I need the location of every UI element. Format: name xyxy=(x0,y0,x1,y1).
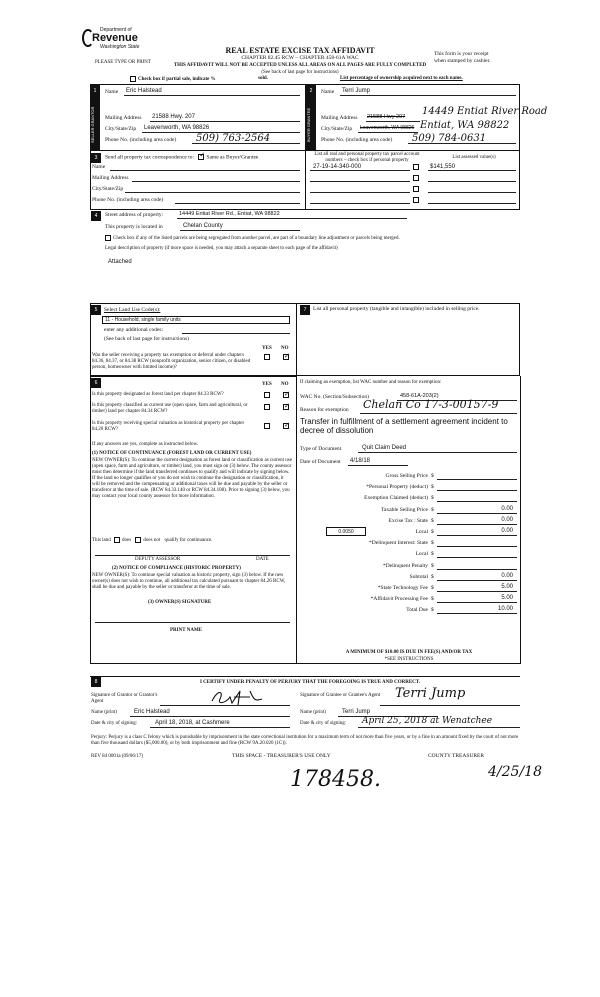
seller-city-label: City/State/Zip xyxy=(105,126,137,132)
tax-row-line xyxy=(437,591,517,592)
corr-city-label: City/State/Zip xyxy=(92,186,124,192)
value-line-4 xyxy=(428,203,516,204)
grantee-date-line xyxy=(358,727,520,728)
owner-sig-line xyxy=(95,622,290,623)
buyer-city-label: City/State/Zip xyxy=(321,126,353,132)
buyer-city-struck: Leavenworth, WA 98826 xyxy=(360,125,415,131)
buyer-mailing-line xyxy=(366,121,420,122)
forest-q3-no[interactable]: ✓ xyxy=(284,421,290,429)
personal-property-label: List all personal property (tangible and intangible) included in selling price. xyxy=(313,306,480,312)
forest-if-yes: If any answers are yes, complete as instructed below. xyxy=(92,442,199,447)
tax-row-dollar: $ xyxy=(431,529,434,535)
partial-sale-row: Check box if partial sale, indicate % xyxy=(130,76,216,83)
corr-mailing-label: Mailing Address xyxy=(92,175,129,181)
grantor-date: April 18, 2018, at Cashmere xyxy=(155,720,230,726)
parcel-number: 27-19-14-340-000 xyxy=(313,164,362,170)
continuance-row: This land does does not qualify for continuance. xyxy=(92,538,213,544)
forest-q1-yes[interactable] xyxy=(264,392,270,398)
parcel-line-3 xyxy=(310,192,410,193)
buyer-phone: 509) 784-0631 xyxy=(412,133,487,144)
personal-property-checkbox-3[interactable] xyxy=(413,186,419,192)
tax-row-dollar: $ xyxy=(431,573,434,580)
tax-row-line xyxy=(437,535,517,536)
exemption-intro: If claiming an exemption, list WAC number and reason for exemption: xyxy=(300,380,442,385)
parcel-line-2 xyxy=(310,181,410,182)
doc-date-line xyxy=(348,465,408,466)
tax-row-label: Local xyxy=(415,551,428,558)
section-5-badge: 5 xyxy=(91,305,101,315)
doc-date: 4/18/18 xyxy=(350,458,371,464)
legal-desc-label: Legal description of property (if more space is needed, you may attach a separate sheet to each page of the affidavit) xyxy=(105,246,338,251)
grantor-date-label: Date & city of signing: xyxy=(91,721,138,726)
land-use-yes: YES xyxy=(262,346,272,351)
reason-label: Reason for exemption xyxy=(300,407,349,413)
exempt-yes-checkbox[interactable] xyxy=(264,354,270,360)
rev-number: REV 84 0001a (09/06/17) xyxy=(91,754,143,759)
grantor-signature xyxy=(210,687,265,709)
forest-q2: Is this property classified as current use (open space, farm and agricultural, or timber) land per chapter 84.34 RCW? xyxy=(92,403,248,414)
tax-row-dollar: $ xyxy=(431,495,434,502)
form-title: REAL ESTATE EXCISE TAX AFFIDAVIT xyxy=(225,46,375,55)
tax-row-label: *Personal Property (deduct) xyxy=(366,484,428,491)
see-instructions: *SEE INSTRUCTIONS xyxy=(384,657,434,662)
tax-row-dollar: $ xyxy=(431,517,434,524)
value-line-2 xyxy=(428,181,516,182)
parties-hdivider xyxy=(90,150,520,151)
tax-row-label: *Delinquent Interest: State xyxy=(369,540,428,547)
see-back: (See back of last page for instructions) xyxy=(261,70,339,75)
tax-row-value: 5.00 xyxy=(501,595,513,602)
doc-type: Quit Claim Deed xyxy=(362,445,407,451)
additional-codes-line xyxy=(182,333,290,334)
forest-hline xyxy=(90,376,296,377)
segregated-checkbox[interactable] xyxy=(105,235,111,241)
value-line-3 xyxy=(428,192,516,193)
logo-line1: Department of xyxy=(100,27,132,33)
tax-row-dollar: $ xyxy=(431,551,434,558)
seller-mailing-label: Mailing Address xyxy=(105,115,142,121)
wac-label: WAC No. (Section/Subsection) xyxy=(300,394,369,400)
county-line xyxy=(180,230,300,231)
parcels-col2: List assessed value(s) xyxy=(452,155,496,160)
notice2-title: (2) NOTICE OF COMPLIANCE (HISTORIC PROPERTY) xyxy=(112,566,241,571)
form-chapter: CHAPTER 82.45 RCW – CHAPTER 458-61A WAC xyxy=(241,55,359,61)
value-line-1 xyxy=(428,170,516,171)
personal-property-checkbox-4[interactable] xyxy=(413,197,419,203)
tax-row-label: Excise Tax : State xyxy=(388,517,428,524)
land-does-checkbox[interactable] xyxy=(114,537,120,543)
section-4-badge: 4 xyxy=(91,211,101,221)
tax-row-label: Exemption Claimed (deduct) xyxy=(364,495,428,502)
minimum-due: A MINIMUM OF $10.00 IS DUE IN FEE(S) AND/OR TAX xyxy=(345,650,473,655)
grantee-sig-line xyxy=(380,705,520,706)
corr-city-line xyxy=(125,192,300,193)
buyer-name-line xyxy=(340,95,516,96)
located-label: This property is located in xyxy=(105,224,163,230)
logo-line3: Washington State xyxy=(100,44,140,50)
tax-row-line xyxy=(437,501,517,502)
forest-q2-no[interactable]: ✓ xyxy=(284,402,290,410)
section-8-badge: 8 xyxy=(91,677,101,687)
buyer-mailing-struck: 21588 Hwy 207 xyxy=(367,114,406,120)
seller-mailing-line xyxy=(150,121,300,122)
tax-row-label: Total Due xyxy=(406,607,428,614)
partial-sale-checkbox[interactable] xyxy=(130,76,136,82)
same-as-checkbox[interactable]: ✓ xyxy=(199,151,206,159)
seller-name-line xyxy=(124,95,300,96)
notice2-body: NEW OWNER(S): To continue special valuation as historic property, sign (3) below. If the new owner(s) does not wish to continue, all additional tax calculated pursuant to chapter 84.26 RCW, shall be due and payable by the seller or transferor at the time of sale. xyxy=(92,573,286,590)
tax-row-label: *Affidavit Processing Fee xyxy=(370,596,428,603)
tax-row-line xyxy=(437,602,517,603)
correspondence-label: Send all property tax correspondence to: ✓ Same as Buyer/Grantee xyxy=(105,151,259,161)
doc-date-label: Date of Document xyxy=(300,459,341,465)
street-line xyxy=(177,218,407,219)
forest-q2-yes[interactable] xyxy=(264,404,270,410)
receipt-note1: This form is your receipt xyxy=(434,51,489,57)
deputy-line xyxy=(95,555,290,556)
tax-row-line xyxy=(437,546,517,547)
receipt-note2: when stamped by cashier. xyxy=(434,58,491,64)
tax-row-label: Taxable Selling Price xyxy=(381,506,428,513)
tax-bottom-line xyxy=(90,663,521,664)
tax-row-line xyxy=(437,479,517,480)
tax-row-label: Subtotal xyxy=(409,573,428,580)
tax-row-value: 0.00 xyxy=(501,505,513,512)
street-address: 14449 Entiat River Rd., Entiat, WA 98822 xyxy=(179,211,280,217)
treasurer-date: 4/25/18 xyxy=(488,764,542,780)
local-rate-box: 0.0050 xyxy=(326,527,366,536)
section-2-badge: 2 xyxy=(306,86,316,96)
corr-name-label: Name xyxy=(92,164,106,170)
tax-row-value: 0.00 xyxy=(501,516,513,523)
tax-row-line xyxy=(437,557,517,558)
left-border xyxy=(90,376,91,663)
tax-row-dollar: $ xyxy=(431,585,434,591)
sold-label: sold. xyxy=(258,76,268,81)
grantee-date-label: Date & city of signing: xyxy=(300,721,347,726)
corr-name-line xyxy=(110,170,300,171)
type-or-print: PLEASE TYPE OR PRINT xyxy=(95,60,151,65)
section-1-badge: 1 xyxy=(90,86,100,96)
owner-signature: (3) OWNER(S) SIGNATURE xyxy=(148,600,212,605)
buyer-city-hand: Entiat, WA 98822 xyxy=(420,120,510,131)
print-name: PRINT NAME xyxy=(170,628,202,633)
tax-row-label: Local xyxy=(415,529,428,535)
forest-q3: Is this property receiving special valuation as historical property per chapter 84.26 RCW? xyxy=(92,421,245,432)
tax-row-dollar: $ xyxy=(431,540,434,547)
section-6-badge: 6 xyxy=(91,378,101,388)
doc-type-line xyxy=(358,452,517,453)
tax-row-dollar: $ xyxy=(431,596,434,603)
land-use-label: Select Land Use Code(s): xyxy=(104,307,161,313)
land-use-code: 11 - Household, single family units xyxy=(102,316,290,324)
forest-q1: Is this property designated as forest land per chapter 84.33 RCW? xyxy=(92,392,224,397)
land-use-no: NO xyxy=(281,346,289,351)
list-pct: List percentage of ownership acquired next to each name. xyxy=(340,76,463,81)
seller-name-label: Name xyxy=(105,89,119,95)
exempt-no-checkbox[interactable]: ✓ xyxy=(284,352,290,360)
tax-row-dollar: $ xyxy=(431,484,434,491)
buyer-name-label: Name xyxy=(321,89,335,95)
perjury-note: Perjury: Perjury is a class C felony which is punishable by imprisonment in the state correctional institution for a maximum term of not more than five years, or by a fine in an amount fixed by the court of not more than five thousand dollars ($5,000.00), or by both imprisonment and fine (RCW 9A.20.020 (1C)). xyxy=(91,735,519,746)
grantor-date-line xyxy=(150,727,290,728)
tax-row-line xyxy=(437,513,517,514)
personal-property-checkbox-2[interactable] xyxy=(413,175,419,181)
tax-row-label: *Delinquent Penalty xyxy=(382,562,428,569)
section-7-badge: 7 xyxy=(300,305,310,315)
deputy-assessor: DEPUTY ASSESSOR xyxy=(135,557,181,562)
notice1-body: NEW OWNER(S): To continue the current designation as forest land or classification as current use (open space, farm and agriculture, or timber) land, you must sign on (3) below. The county assessor must then determine if the land transferred continues to qualify and will indicate by signing below. If the land no longer qualifies or you do not wish to continue the designation or classification, it will be removed and the compensating or additional taxes will be due and payable by the seller or transferor at the time of sale. (RCW 84.33.140 or RCW 84.34.108). Prior to signing (3) below, you may contact your local county assessor for more information. xyxy=(92,458,292,499)
tax-row-line xyxy=(437,569,517,570)
form-warning: THIS AFFIDAVIT WILL NOT BE ACCEPTED UNLESS ALL AREAS ON ALL PAGES ARE FULLY COMPLETED xyxy=(173,63,427,68)
treasurer-number: 178458. xyxy=(290,767,381,792)
tax-row-dollar: $ xyxy=(431,562,434,569)
grantor-name-line xyxy=(130,716,290,717)
deputy-date: DATE xyxy=(256,557,269,562)
buyer-side-label: BUYER GRANTEE xyxy=(306,107,311,143)
logo-line2: Revenue xyxy=(92,32,138,44)
county-treasurer: COUNTY TREASURER xyxy=(428,753,485,759)
buyer-city-line xyxy=(358,132,418,133)
certify-statement: I CERTIFY UNDER PENALTY OF PERJURY THAT THE FOREGOING IS TRUE AND CORRECT. xyxy=(199,680,420,685)
reason-hand: Chelan Co 17-3-00157-9 xyxy=(363,398,499,411)
forest-q1-no[interactable]: ✓ xyxy=(284,390,290,398)
grantor-name-label: Name (print) xyxy=(91,710,117,715)
seller-side-label: SELLER GRANTOR xyxy=(90,106,95,144)
forest-no: NO xyxy=(281,382,289,387)
wac-number: 458-61A-203(2) xyxy=(400,393,439,399)
reason-line xyxy=(360,413,517,414)
grantor-sig-label: Signature of Grantor or Grantor's Agent xyxy=(91,693,158,704)
seller-phone-label: Phone No. (including area code) xyxy=(105,137,177,143)
tax-row-dollar: $ xyxy=(431,506,434,513)
grantee-date: April 25, 2018 at Wenatchee xyxy=(362,716,493,726)
grantor-name: Eric Halstead xyxy=(134,709,170,715)
additional-codes: enter any additional codes: xyxy=(104,327,164,333)
tax-row-dollar: $ xyxy=(431,473,434,479)
reason-text: Transfer in fulfillment of a settlement agreement incident to decree of dissolution xyxy=(300,417,508,435)
segregated-row: Check box if any of the listed parcels are being segregated from another parcel, are part of a boundary line adjustment or parcels being merged. xyxy=(105,235,525,242)
buyer-phone-label: Phone No. (including area code) xyxy=(321,137,393,143)
parcels-col1: List all real and personal property tax parcel account numbers – check box if personal property xyxy=(314,152,420,163)
tax-row-value: 0.00 xyxy=(501,572,513,579)
tax-row-line xyxy=(437,524,517,525)
doc-type-label: Type of Document xyxy=(300,446,342,452)
mid-divider xyxy=(296,303,297,663)
land-does-not-checkbox[interactable] xyxy=(135,537,141,543)
corr-phone-label: Phone No. (including area code) xyxy=(92,197,164,203)
tax-row-value: 5.00 xyxy=(501,584,513,590)
grantee-signature: Terri Jump xyxy=(395,686,466,701)
parcel-value: $141,550 xyxy=(430,164,456,170)
tax-row-line xyxy=(437,580,517,581)
corr-phone-line xyxy=(175,203,300,204)
exempt-question: Was the seller receiving a property tax exemption or deferral under chapters 84.36, 84.37, or 84.38 RCW (nonprofit organization, senior citizen, or disabled person, homeowner with limited income)? xyxy=(92,353,251,370)
seller-mailing: 21588 Hwy. 207 xyxy=(152,114,195,120)
forest-q3-yes[interactable] xyxy=(264,423,270,429)
seller-name: Eric Halstead xyxy=(126,88,162,94)
parcel-line-4 xyxy=(310,203,410,204)
street-label: Street address of property: xyxy=(105,212,164,218)
buyer-mailing-hand: 14449 Entiat River Road xyxy=(422,106,548,117)
tax-row-value: 0.00 xyxy=(501,528,513,534)
tax-row-dollar: $ xyxy=(431,607,434,614)
tax-row-value: 10.00 xyxy=(497,606,513,613)
tax-row-line xyxy=(437,490,517,491)
buyer-name: Terri Jump xyxy=(342,88,371,94)
seller-city: Leavenworth, WA 98826 xyxy=(144,125,210,131)
notice1-title: (1) NOTICE OF CONTINUANCE (FOREST LAND OR CURRENT USE) xyxy=(92,451,252,456)
forest-yes: YES xyxy=(262,382,272,387)
revenue-logo xyxy=(86,27,156,53)
grantee-sig-label: Signature of Grantee or Grantee's Agent xyxy=(300,693,381,698)
corr-mailing-line xyxy=(132,181,300,182)
tax-row-label: Gross Selling Price xyxy=(385,473,428,479)
treasurer-only: THIS SPACE - TREASURER'S USE ONLY xyxy=(232,753,331,759)
land-use-see-back: (See back of last page for instructions) xyxy=(104,336,189,342)
right-border xyxy=(520,376,521,663)
personal-property-checkbox-1[interactable] xyxy=(413,164,419,170)
tax-row-label: *State Technology Fee xyxy=(377,585,428,591)
buyer-mailing-label: Mailing Address xyxy=(321,115,358,121)
section-3-badge: 3 xyxy=(91,153,101,163)
parcel-line-1 xyxy=(310,170,410,171)
seller-phone: 509) 763-2564 xyxy=(196,133,271,144)
grantee-name-label: Name (print) xyxy=(300,710,326,715)
tax-row-line xyxy=(437,613,517,614)
grantee-name: Terri Jump xyxy=(342,709,371,715)
county: Chelan County xyxy=(183,223,223,229)
legal-attached: Attached xyxy=(108,259,132,265)
